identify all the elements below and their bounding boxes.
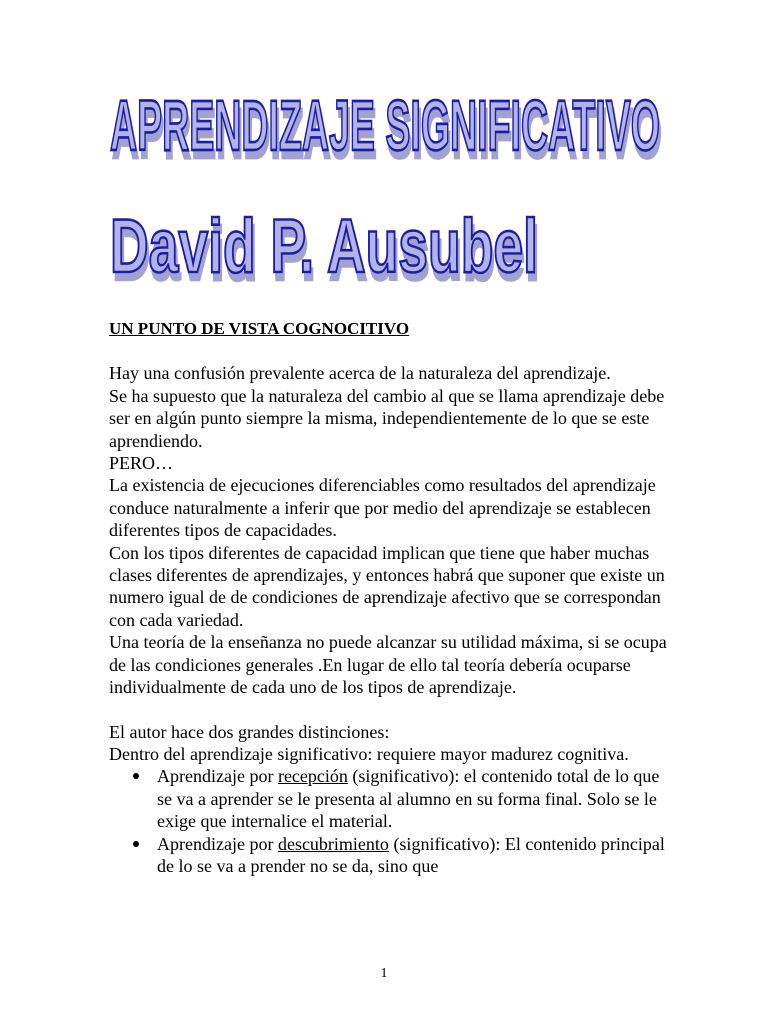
bullet-term: recepción — [277, 766, 348, 787]
list-item — [157, 765, 669, 832]
paragraph: Con los tipos diferentes de capacidad implican que tiene que haber muchas clases diferentes de aprendizajes, y entonces habrá que suponer que existe un numero igual de de condiciones de aprendizaje afectivo que se correspondan con cada variedad. — [109, 542, 665, 630]
title-line1: APRENDIZAJE SIGNIFICATIVO — [110, 85, 660, 166]
title-line2: David P. Ausubel — [110, 203, 538, 289]
list-item — [157, 833, 669, 878]
bullet-list — [109, 765, 669, 877]
paragraph: El autor hace dos grandes distinciones: — [109, 721, 390, 742]
paragraph: Dentro del aprendizaje significativo: requiere mayor madurez cognitiva. — [109, 743, 629, 764]
bullet-prefix: Aprendizaje por — [157, 833, 278, 854]
bullet-icon — [133, 841, 139, 847]
document-body — [109, 318, 669, 877]
bullet-text: (significativo): el contenido total de lo que se va a aprender se le presenta al alumno en su forma final. Solo se le exige que internalice el material. — [157, 766, 660, 832]
paragraph: Hay una confusión prevalente acerca de la naturaleza del aprendizaje. — [109, 363, 611, 384]
paragraph: Una teoría de la enseñanza no puede alcanzar su utilidad máxima, si se ocupa de las condiciones generales .En lugar de ello tal teoría debería ocuparse individualmente de cada uno de los tipos de aprendizaje. — [109, 632, 667, 698]
bullet-term: descubrimiento — [277, 833, 389, 854]
section-heading: UN PUNTO DE VISTA COGNOCITIVO — [109, 319, 410, 338]
paragraph: La existencia de ejecuciones diferenciables como resultados del aprendizaje conduce naturalmente a inferir que por medio del aprendizaje se establecen diferentes tipos de capacidades. — [109, 475, 656, 541]
blank-line — [109, 699, 669, 721]
paragraph: PERO… — [109, 453, 174, 474]
bullet-text: (significativo): El contenido principal de lo se va a prender no se da, sino que — [157, 833, 665, 876]
title-wordart — [0, 0, 768, 300]
page-number: 1 — [380, 966, 388, 981]
bullet-prefix: Aprendizaje por — [157, 766, 278, 787]
bullet-icon — [133, 773, 139, 779]
paragraph: Se ha supuesto que la naturaleza del cambio al que se llama aprendizaje debe ser en algún punto siempre la misma, independientemente de lo que se este aprendiendo. — [109, 385, 665, 451]
